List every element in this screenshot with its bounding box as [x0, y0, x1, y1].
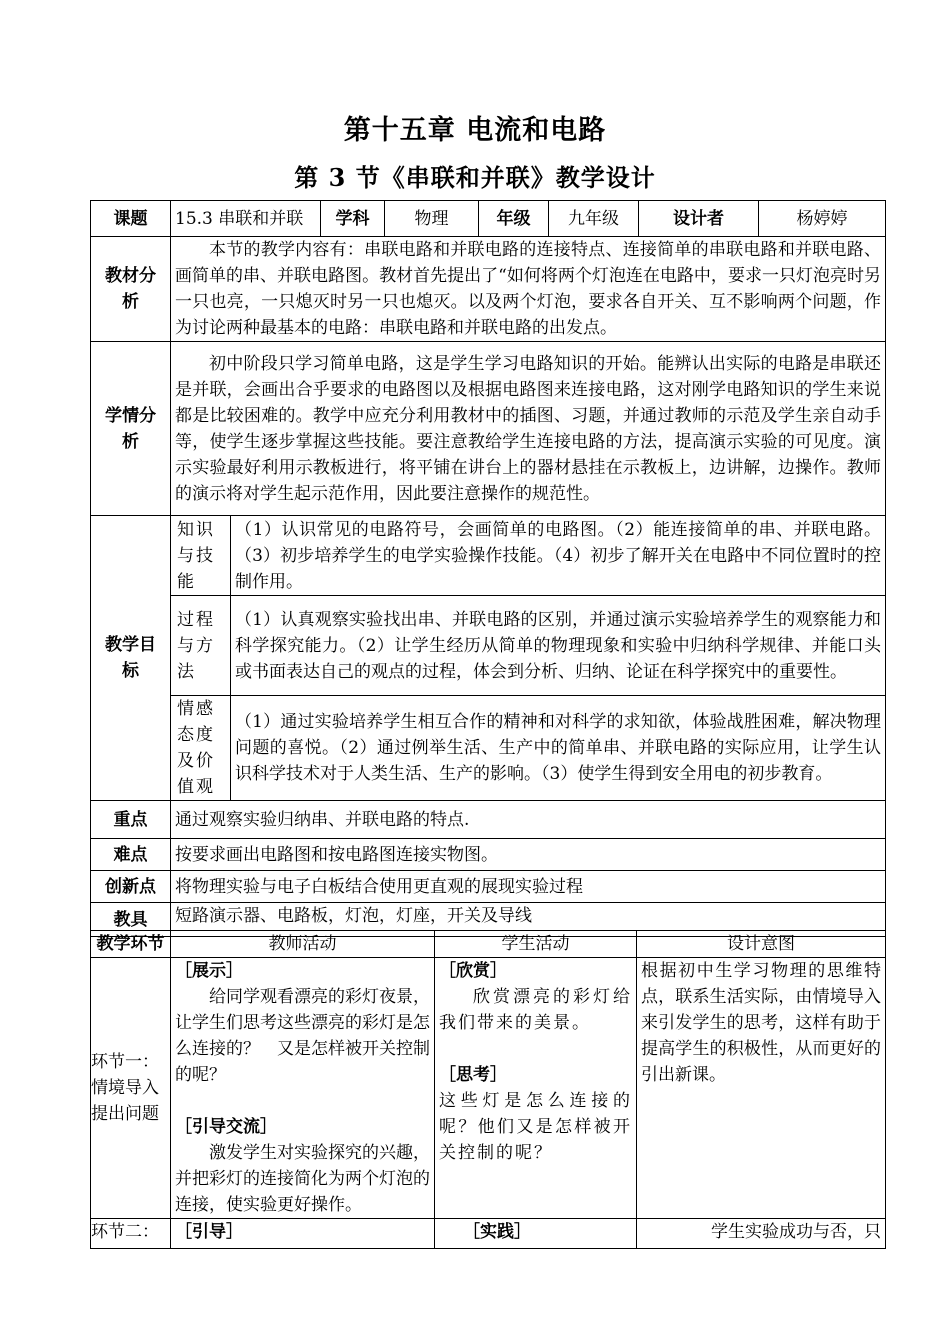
- header-student: 学生活动: [435, 931, 637, 958]
- teacher-text-show: 给同学观看漂亮的彩灯夜景，让学生们思考这些漂亮的彩灯是怎么连接的？ 又是怎样被开关控制的呢？: [175, 987, 430, 1085]
- goal-label-knowledge: 知识与技能: [171, 516, 231, 596]
- students-label: 学情分析: [91, 342, 171, 516]
- goal-row-knowledge: [91, 516, 886, 596]
- page-title: 第十五章 电流和电路: [343, 115, 607, 146]
- material-text: 本节的教学内容有：串联电路和并联电路的连接特点、连接简单的串联电路和并联电路、画简单的串、并联电路图。教材首先提出了“如何将两个灯泡连在电路中，要求一只灯泡亮时另一只也亮，一只熄灭时另一只也熄灭。以及两个灯泡，要求各自开关、互不影响两个问题，作为讨论两种最基本的电路：串联电路和并联电路的出发点。: [171, 237, 886, 342]
- tools-text: 短路演示器、电路板，灯泡，灯座，开关及导线: [171, 903, 886, 937]
- stage2-label: 环节二：: [91, 1219, 171, 1249]
- student-text-enjoy: 欣赏漂亮的彩灯给我们带来的美景。: [439, 987, 632, 1033]
- stage1-label: 环节一：情境导入提出问题: [91, 958, 171, 1219]
- stage1-teacher: [171, 958, 435, 1219]
- innovation-label: 创新点: [91, 871, 171, 903]
- key-text: 通过观察实验归纳串、并联电路的特点.: [171, 801, 886, 839]
- info-row: [91, 201, 886, 237]
- key-label: 重点: [91, 801, 171, 839]
- teacher-heading-guide: ［引导交流］: [175, 1117, 277, 1137]
- students-text: 初中阶段只学习简单电路，这是学生学习电路知识的开始。能辨认出实际的电路是串联还是并联，会画出合乎要求的电路图以及根据电路图来连接电路，这对刚学电路知识的学生来说都是比较困难的。教学中应充分利用教材中的插图、习题，并通过教师的示范及学生亲自动手等，使学生逐步掌握这些技能。要注意教给学生连接电路的方法，提高演示实验的可见度。演示实验最好利用示教板进行，将平铺在讲台上的器材悬挂在示教板上，边讲解，边操作。教师的演示将对学生起示范作用，因此要注意操作的规范性。: [171, 342, 886, 516]
- goal-row-emotion: [91, 696, 886, 801]
- stage2-teacher: ［引导］: [171, 1219, 435, 1249]
- course-label: 课题: [91, 201, 171, 237]
- goals-label: 教学目标: [91, 516, 171, 801]
- difficulty-text: 按要求画出电路图和按电路图连接实物图。: [171, 839, 886, 871]
- header-stage: 教学环节: [91, 931, 171, 958]
- process-table: [90, 930, 886, 1249]
- goal-row-process: [91, 596, 886, 696]
- material-row: [91, 237, 886, 342]
- designer-value: 杨婷婷: [759, 201, 886, 237]
- subject-value: 物理: [385, 201, 479, 237]
- stage2-intent: 学生实验成功与否，只: [637, 1219, 886, 1249]
- lesson-info-table: [90, 200, 886, 937]
- goal-text-knowledge: （1）认识常见的电路符号，会画简单的电路图。（2）能连接简单的串、并联电路。（3）初步培养学生的电学实验操作技能。（4）初步了解开关在电路中不同位置时的控制作用。: [231, 516, 886, 596]
- difficulty-label: 难点: [91, 839, 171, 871]
- course-value: 15.3 串联和并联: [171, 201, 321, 237]
- student-heading-think: ［思考］: [439, 1065, 507, 1085]
- innovation-text: 将物理实验与电子白板结合使用更直观的展现实验过程: [171, 871, 886, 903]
- stage1-row: [91, 958, 886, 1219]
- difficulty-row: [91, 839, 886, 871]
- process-header-row: [91, 931, 886, 958]
- teacher-heading-show: ［展示］: [175, 961, 243, 981]
- stage2-row: [91, 1219, 886, 1249]
- subject-label: 学科: [321, 201, 385, 237]
- stage2-student: ［实践］: [435, 1219, 637, 1249]
- designer-label: 设计者: [639, 201, 759, 237]
- goal-label-process: 过程与方法: [171, 596, 231, 696]
- goal-text-process: （1）认真观察实验找出串、并联电路的区别，并通过演示实验培养学生的观察能力和科学探究能力。（2）让学生经历从简单的物理现象和实验中归纳科学规律、并能口头或书面表达自己的观点的过程，体会到分析、归纳、论证在科学探究中的重要性。: [231, 596, 886, 696]
- student-text-think: 这些灯是怎么连接的呢？他们又是怎样被开关控制的呢？: [439, 1091, 632, 1163]
- goal-text-emotion: （1）通过实验培养学生相互合作的精神和对科学的求知欲，体验战胜困难，解决物理问题的喜悦。（2）通过例举生活、生产中的简单串、并联电路的实际应用，让学生认识科学技术对于人类生活、生产的影响。（3）使学生得到安全用电的初步教育。: [231, 696, 886, 801]
- grade-value: 九年级: [549, 201, 639, 237]
- material-label: 教材分析: [91, 237, 171, 342]
- student-heading-enjoy: ［欣赏］: [439, 961, 507, 981]
- header-teacher: 教师活动: [171, 931, 435, 958]
- stage1-intent: 根据初中生学习物理的思维特点，联系生活实际，由情境导入来引发学生的思考，这样有助于提高学生的积极性，从而更好的引出新课。: [637, 958, 886, 1219]
- students-row: [91, 342, 886, 516]
- tools-label: 教具: [91, 903, 171, 937]
- innovation-row: [91, 871, 886, 903]
- grade-label: 年级: [479, 201, 549, 237]
- goal-label-emotion: 情感态度及价值观: [171, 696, 231, 801]
- stage1-student: [435, 958, 637, 1219]
- teacher-text-guide: 激发学生对实验探究的兴趣，并把彩灯的连接简化为两个灯泡的连接，使实验更好操作。: [175, 1143, 430, 1215]
- header-intent: 设计意图: [637, 931, 886, 958]
- key-row: [91, 801, 886, 839]
- page-subtitle: 第 3 节《串联和并联》教学设计: [294, 163, 656, 192]
